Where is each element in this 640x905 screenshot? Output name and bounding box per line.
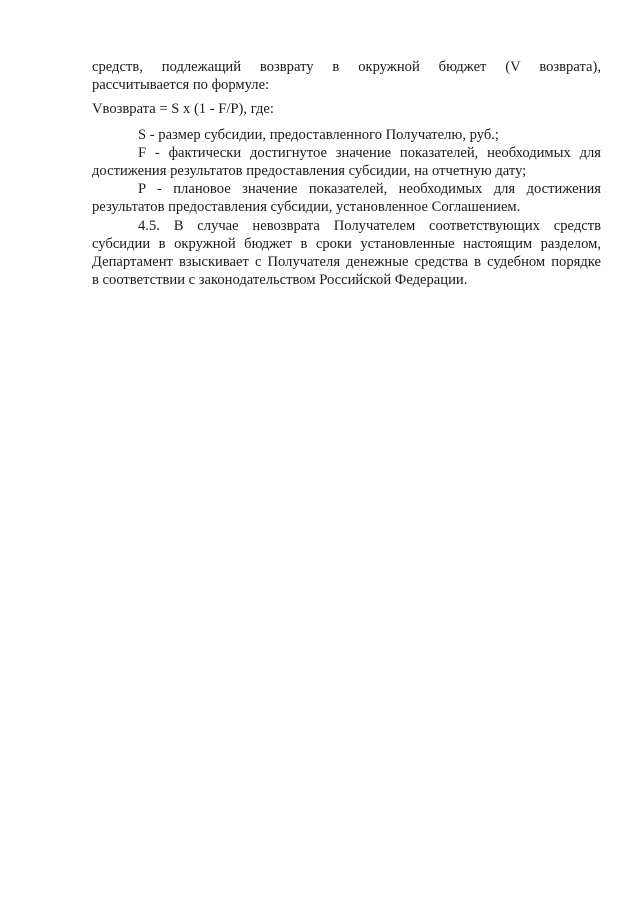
- definition-f-line-1: F - фактически достигнутое значение показателей, необходимых для: [138, 144, 601, 161]
- definition-f: [92, 144, 601, 180]
- definition-p-line-2: результатов предоставления субсидии, установленное Соглашением.: [92, 199, 521, 216]
- clause-4-5-line-4: в соответствии с законодательством Российской Федерации.: [92, 272, 468, 289]
- definition-s: [92, 126, 601, 144]
- clause-4-5-line-1: 4.5. В случае невозврата Получателем соответствующих средств: [138, 217, 601, 234]
- intro-line-2: рассчитывается по формуле:: [92, 77, 270, 94]
- definition-f-line-2: достижения результатов предоставления субсидии, на отчетную дату;: [92, 163, 527, 180]
- definition-p-line-1: P - плановое значение показателей, необходимых для достижения: [138, 181, 601, 198]
- return-formula: Vвозврата = S x (1 - F/P), где:: [92, 101, 274, 118]
- clause-4-5: [92, 217, 601, 290]
- document-body: [92, 58, 601, 289]
- intro-paragraph: [92, 58, 601, 94]
- clause-4-5-line-2: субсидии в окружной бюджет в сроки установленные настоящим разделом,: [92, 235, 601, 252]
- definition-p: [92, 180, 601, 216]
- clause-4-5-line-3: Департамент взыскивает с Получателя денежные средства в судебном порядке: [92, 254, 601, 271]
- definition-s-text: S - размер субсидии, предоставленного Получателю, руб.;: [138, 126, 499, 143]
- intro-line-1: средств, подлежащий возврату в окружной бюджет (V возврата),: [92, 59, 601, 75]
